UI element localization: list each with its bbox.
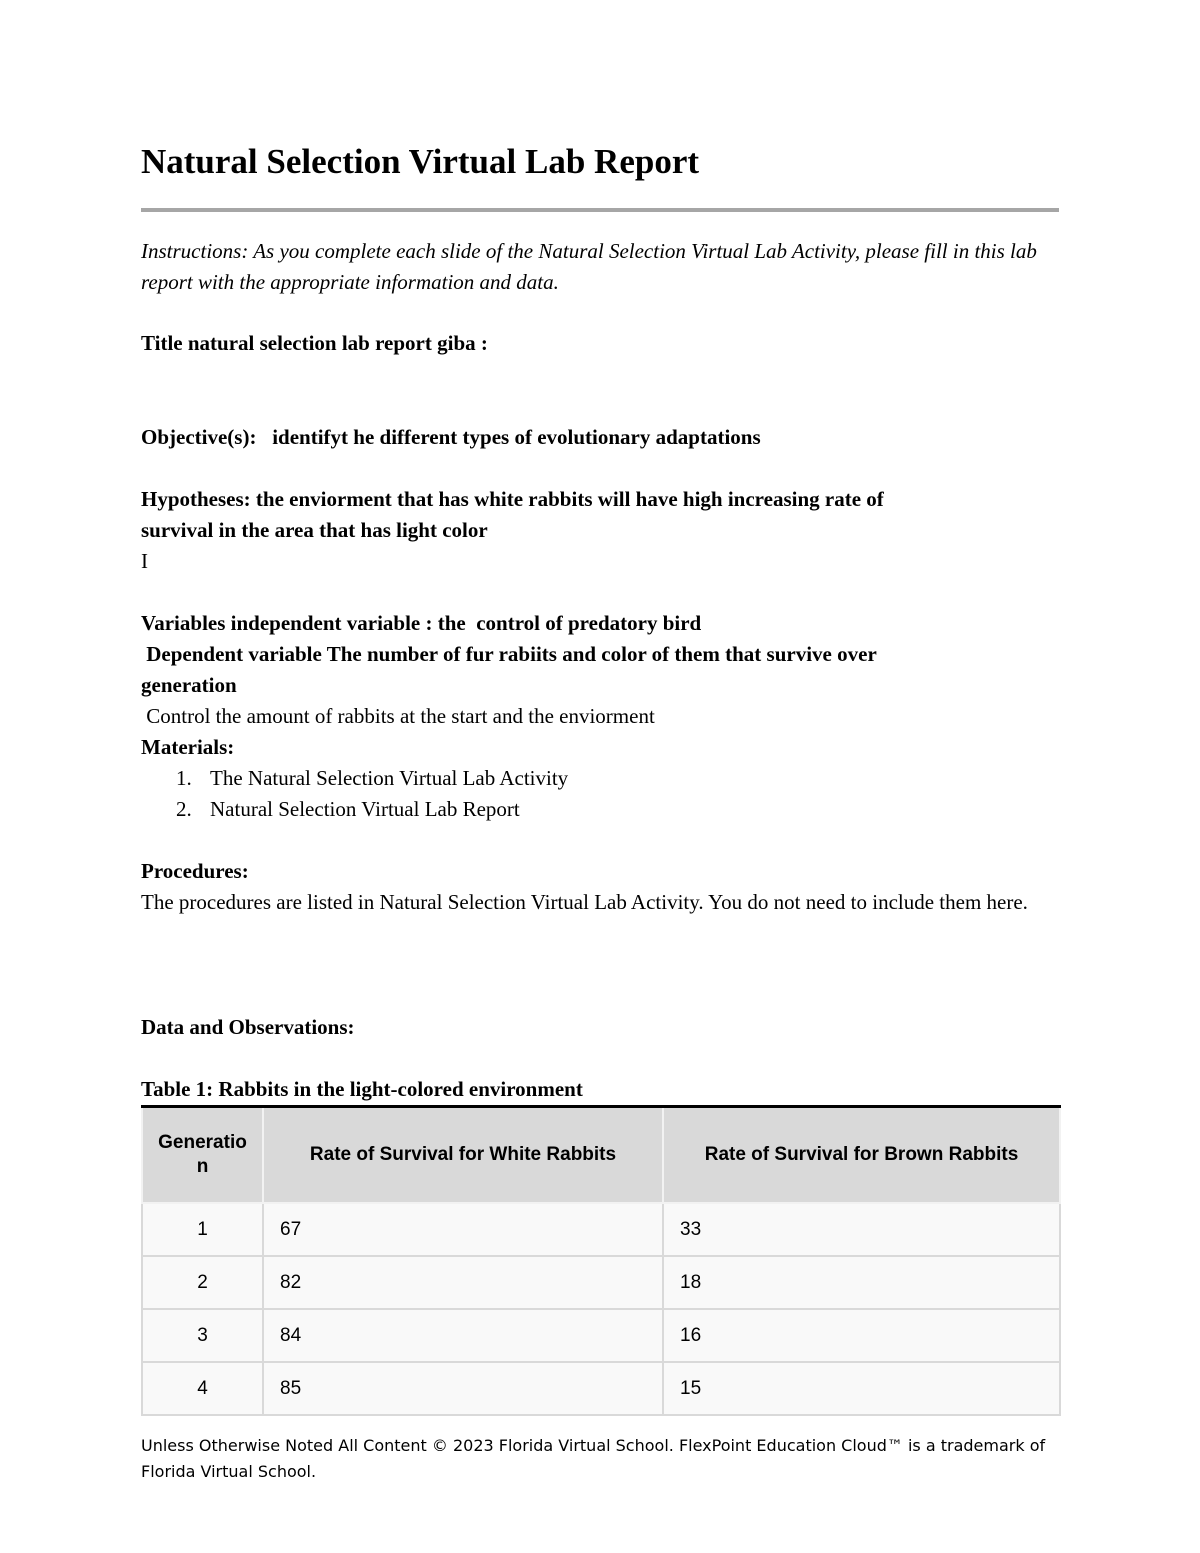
white-rate-cell: 82: [263, 1256, 663, 1309]
instructions-text: Instructions: As you complete each slide of the Natural Selection Virtual Lab Activity, please fill in this lab report with the appropriate information and data.: [141, 239, 1037, 294]
generation-cell: 3: [142, 1309, 263, 1362]
table-caption: Table 1: Rabbits in the light-colored environment: [141, 1077, 583, 1101]
brown-rate-cell: 33: [663, 1203, 1060, 1256]
table-row: [142, 1256, 1060, 1309]
independent-variable: Variables independent variable : the control of predatory bird: [141, 611, 702, 635]
generation-cell: 4: [142, 1362, 263, 1415]
title-divider: [141, 208, 1059, 212]
brown-rate-cell: 15: [663, 1362, 1060, 1415]
list-number: 2.: [176, 797, 192, 821]
hypotheses-line-1: Hypotheses: the enviorment that has white rabbits will have high increasing rate of: [141, 487, 884, 511]
materials-list-item: [176, 794, 520, 825]
table-row: [142, 1309, 1060, 1362]
column-header-brown: Rate of Survival for Brown Rabbits: [663, 1107, 1060, 1204]
stray-text: I: [141, 549, 148, 573]
generation-cell: 2: [142, 1256, 263, 1309]
dependent-variable-line-2: generation: [141, 673, 237, 697]
hypotheses-line-2: survival in the area that has light color: [141, 518, 488, 542]
data-heading: Data and Observations:: [141, 1015, 355, 1039]
procedures-heading: Procedures:: [141, 859, 249, 883]
control-variable: Control the amount of rabbits at the start and the enviorment: [141, 704, 655, 728]
column-header-white: Rate of Survival for White Rabbits: [263, 1107, 663, 1204]
table-header-row: [142, 1107, 1060, 1204]
white-rate-cell: 84: [263, 1309, 663, 1362]
table-row: [142, 1362, 1060, 1415]
dependent-variable-line-1: Dependent variable The number of fur rabiits and color of them that survive over: [141, 642, 877, 666]
list-item-text: The Natural Selection Virtual Lab Activity: [210, 766, 569, 790]
materials-list-item: [176, 763, 568, 794]
white-rate-cell: 85: [263, 1362, 663, 1415]
white-rate-cell: 67: [263, 1203, 663, 1256]
procedures-text: The procedures are listed in Natural Selection Virtual Lab Activity. You do not need to include them here.: [141, 890, 1028, 914]
survival-table: [141, 1105, 1061, 1416]
generation-cell: 1: [142, 1203, 263, 1256]
copyright-footer: Unless Otherwise Noted All Content © 2023 Florida Virtual School. FlexPoint Education Cloud™ is a trademark of Florida Virtual School.: [141, 1436, 1046, 1481]
objective-line: Objective(s): identifyt he different types of evolutionary adaptations: [141, 425, 761, 449]
materials-heading: Materials:: [141, 735, 235, 759]
brown-rate-cell: 18: [663, 1256, 1060, 1309]
list-number: 1.: [176, 766, 192, 790]
page-title: Natural Selection Virtual Lab Report: [141, 142, 700, 181]
brown-rate-cell: 16: [663, 1309, 1060, 1362]
list-item-text: Natural Selection Virtual Lab Report: [210, 797, 520, 821]
table-row: [142, 1203, 1060, 1256]
title-line: Title natural selection lab report giba :: [141, 331, 488, 355]
column-header-generation: Generation: [142, 1107, 263, 1204]
